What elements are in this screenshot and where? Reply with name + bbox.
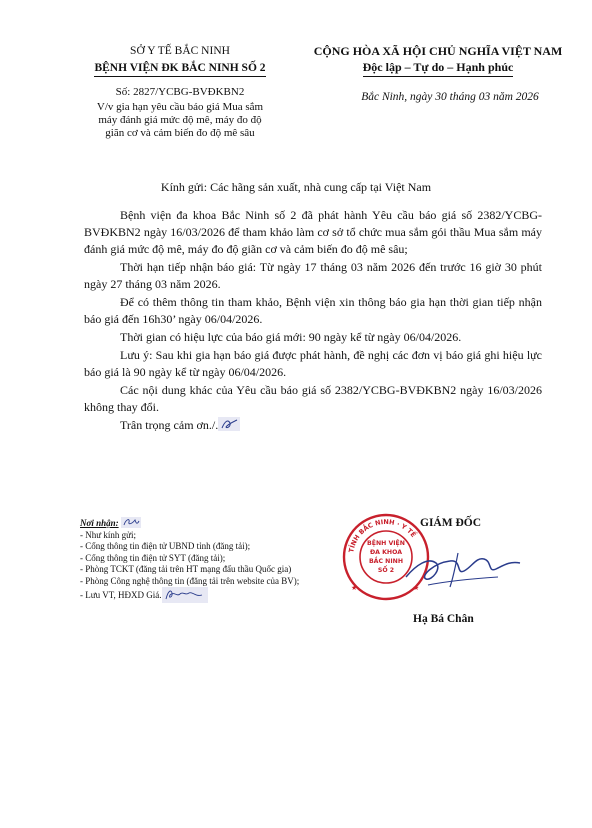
body-paragraph: Bệnh viện đa khoa Bắc Ninh số 2 đã phát hành Yêu cầu báo giá số 2382/YCBG-BVĐKBN2 ngày 16/03/2026 để tham khảo làm cơ sở tổ chức mua sắm gói thầu Mua sắm máy đánh giá mức độ mê, máy đo độ giãn cơ và cảm biến đo độ mê sâu; [84, 208, 542, 256]
document-subject [62, 101, 298, 140]
seal-text: ĐA KHOA [370, 549, 402, 556]
subject-line: V/v gia hạn yêu cầu báo giá Mua sắm [96, 101, 264, 113]
svg-text:★: ★ [413, 584, 420, 592]
national-motto: Độc lập – Tự do – Hạnh phúc [363, 60, 514, 77]
subject-line: giãn cơ và cảm biến đo độ mê sâu [105, 127, 255, 139]
subject-line: máy đánh giá mức độ mê, máy đo độ [98, 114, 262, 126]
agency-name: SỞ Y TẾ BẮC NINH [130, 45, 230, 57]
document-number: Số: 2827/YCBG-BVĐKBN2 [115, 86, 245, 98]
closing-line [84, 417, 542, 434]
initial-mark-icon [218, 417, 240, 431]
seal-text: BẮC NINH [368, 558, 404, 565]
body-paragraph: Để có thêm thông tin tham khảo, Bệnh viện xin thông báo gia hạn thời gian tiếp nhận báo giá đến 16h30’ ngày 06/04/2026. [84, 295, 542, 326]
hospital-name: BỆNH VIỆN ĐK BẮC NINH SỐ 2 [94, 61, 265, 77]
recipient-item: - Cổng thông tin điện tử UBND tỉnh (đăng tải); [80, 541, 251, 551]
body-paragraph: Lưu ý: Sau khi gia hạn báo giá được phát hành, đề nghị các đơn vị báo giá ghi hiệu lực báo giá là 90 ngày kể từ ngày 06/04/2026. [84, 348, 542, 379]
letter-body [84, 207, 542, 435]
issuer-block [60, 44, 300, 77]
seal-text: BỆNH VIỆN [367, 540, 405, 547]
recipient-item: - Phòng Công nghệ thông tin (đăng tải trên website của BV); [80, 575, 300, 586]
issue-date: Bắc Ninh, ngày 30 tháng 03 năm 2026 [361, 91, 539, 103]
closing-text: Trân trọng cảm ơn./. [120, 418, 219, 432]
recipient-item: - Cổng thông tin điện tử SYT (đăng tải); [80, 552, 226, 563]
seal-text: SỐ 2 [377, 567, 395, 574]
greeting: Kính gửi: Các hãng sản xuất, nhà cung cấp tại Việt Nam [160, 180, 432, 194]
handwritten-signature [398, 535, 528, 600]
national-heading [298, 44, 578, 77]
signer-position: GIÁM ĐỐC [420, 517, 482, 529]
initial-mark-icon [121, 517, 141, 528]
recipient-item: - Như kính gửi; [80, 529, 137, 540]
body-paragraph: Thời hạn tiếp nhận báo giá: Từ ngày 17 tháng 03 năm 2026 đến trước 16 giờ 30 phút ngày 27 tháng 03 năm 2026. [84, 260, 542, 291]
body-paragraph: Thời gian có hiệu lực của báo giá mới: 90 ngày kể từ ngày 06/04/2026. [120, 330, 462, 344]
initial-mark-icon [162, 587, 208, 603]
recipients-title: Nơi nhận: [80, 518, 119, 528]
recipient-item: - Phòng TCKT (đăng tải trên HT mạng đấu thầu Quốc gia) [80, 564, 292, 574]
svg-text:★: ★ [351, 584, 358, 592]
country-name: CỘNG HÒA XÃ HỘI CHỦ NGHĨA VIỆT NAM [313, 44, 563, 58]
seal-ring-text: TỈNH BẮC NINH · Y TẾ [347, 517, 418, 554]
recipients-block [80, 517, 380, 603]
recipient-item-row [80, 587, 380, 603]
signer-name: Hạ Bá Chân [413, 613, 474, 625]
body-paragraph: Các nội dung khác của Yêu cầu báo giá số 2382/YCBG-BVĐKBN2 ngày 16/03/2026 không thay đổi. [84, 383, 542, 414]
recipient-item: - Lưu VT, HĐXD Giá. [80, 590, 162, 600]
recipients-title-row [80, 517, 380, 530]
